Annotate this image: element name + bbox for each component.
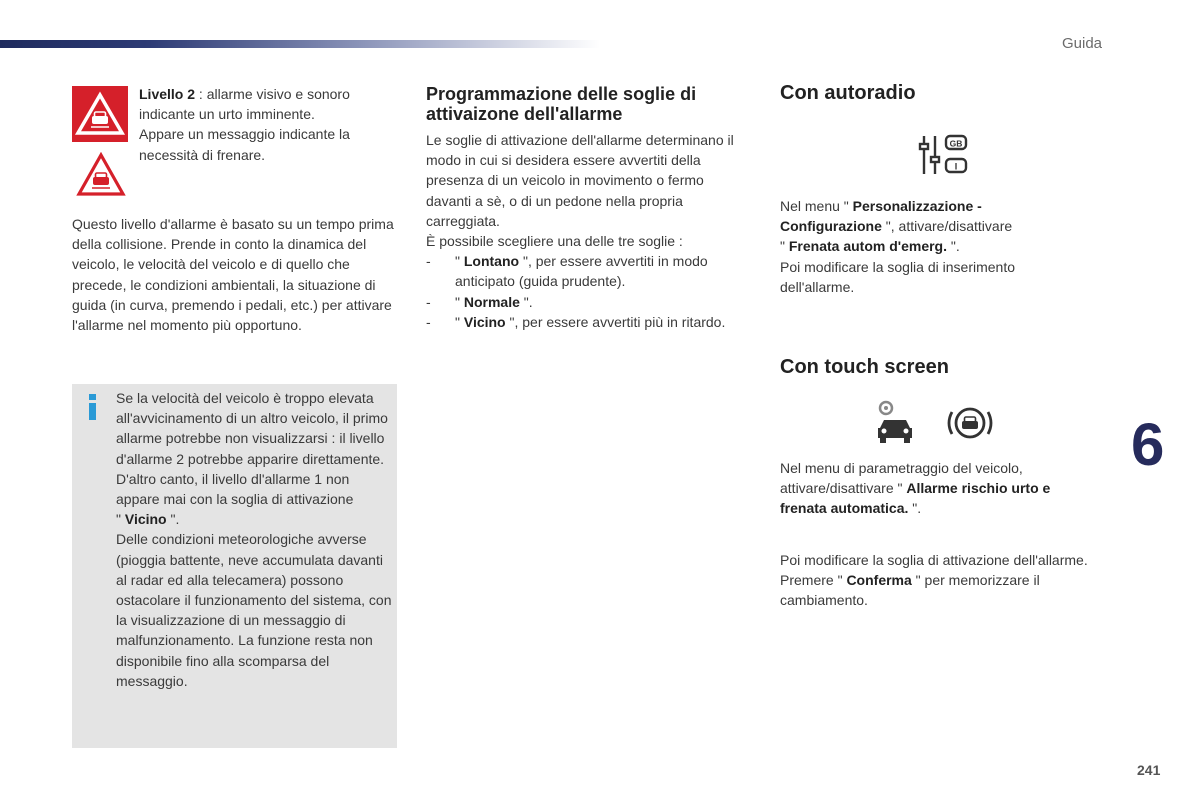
column-left — [72, 84, 397, 335]
level2-text2: Appare un messaggio indicante la necessità di frenare. — [139, 126, 350, 163]
i-label: I — [954, 161, 958, 172]
program-choose: È possibile scegliere una delle tre soglie : — [426, 233, 683, 250]
program-intro: Le soglie di attivazione dell'allarme determinano il modo in cui si desidera essere avvertiti della presenza di un veicolo in movimento o fermo davanti a sè, o di un pedone nella propria carreggiata. — [426, 132, 734, 229]
header-gradient-bar — [0, 40, 600, 48]
section-header: Guida — [1062, 35, 1103, 52]
touch-instructions-2: Poi modificare la soglia di attivazione dell'allarme. Premere " Conferma " per memorizzare il cambiamento. — [780, 552, 1088, 609]
info-paragraph-3: Delle condizioni meteorologiche avverse (pioggia battente, neve accumulata davanti al radar ed alla telecamera) possono ostacolare il funzionamento del sistema, con la visualizzazione di un messaggio di malfunzionamento. La funzione resta non disponibile fino alla scomparsa del messaggio. — [116, 531, 392, 689]
info-box — [72, 384, 397, 748]
collision-warning-outline-icon — [76, 152, 126, 198]
list-item: - " Normale ". — [426, 293, 533, 310]
touch-instructions: Nel menu di parametraggio del veicolo, attivare/disattivare " Allarme rischio urto e frenata automatica. ". — [780, 460, 1051, 517]
info-paragraph-1: Se la velocità del veicolo è troppo elevata all'avvicinamento di un altro veicolo, il primo allarme potrebbe non visualizzarsi : il livello d'allarme 2 potrebbe apparire direttamente. — [116, 390, 388, 467]
touch-icons — [872, 398, 1002, 448]
collision-warning-red-icon — [72, 86, 128, 142]
radio-title: Con autoradio — [780, 82, 916, 104]
list-item: - " Vicino ", per essere avvertiti più in ritardo. — [426, 313, 726, 330]
info-vicino: Vicino — [124, 511, 167, 528]
level2-text: : allarme visivo e sonoro indicante un urto imminente. — [139, 86, 350, 123]
level-description-paragraph: Questo livello d'allarme è basato su un tempo prima della collisione. Prende in conto la dinamica del veicolo, le velocità del veicolo e di quello che precede, le condizioni ambientali, la situazione di guida (in curva, premendo i pedali, etc.) per attivare l'allarme nel momento più opportuno. — [72, 216, 394, 334]
auto-brake-icon — [949, 409, 991, 437]
level2-label: Livello 2 — [139, 86, 196, 102]
info-text — [116, 388, 392, 691]
column-right — [780, 82, 1090, 609]
radio-instructions: Nel menu " Personalizzazione - Configurazione ", attivare/disattivare " Frenata autom d'emerg. ". Poi modificare la soglia di inserimento dell'allarme. — [780, 198, 1015, 295]
program-title: Programmazione delle soglie di attivaizone dell'allarme — [426, 84, 697, 124]
page-number: 241 — [1137, 762, 1161, 778]
level2-description — [139, 84, 389, 165]
info-paragraph-2: D'altro canto, il livello dl'allarme 1 non appare mai con la soglia di attivazione " Vicino ". — [116, 470, 354, 528]
column-middle — [426, 84, 746, 332]
threshold-list — [426, 251, 746, 332]
list-item: - " Lontano ", per essere avvertiti in modo anticipato (guida prudente). — [426, 253, 708, 290]
vehicle-settings-icon — [878, 402, 912, 443]
info-icon — [86, 394, 100, 420]
level2-block — [72, 84, 397, 204]
gb-label: GB — [949, 138, 963, 149]
chapter-number: 6 — [1131, 411, 1165, 478]
settings-sliders-icon — [918, 132, 972, 180]
touch-title: Con touch screen — [780, 356, 949, 378]
